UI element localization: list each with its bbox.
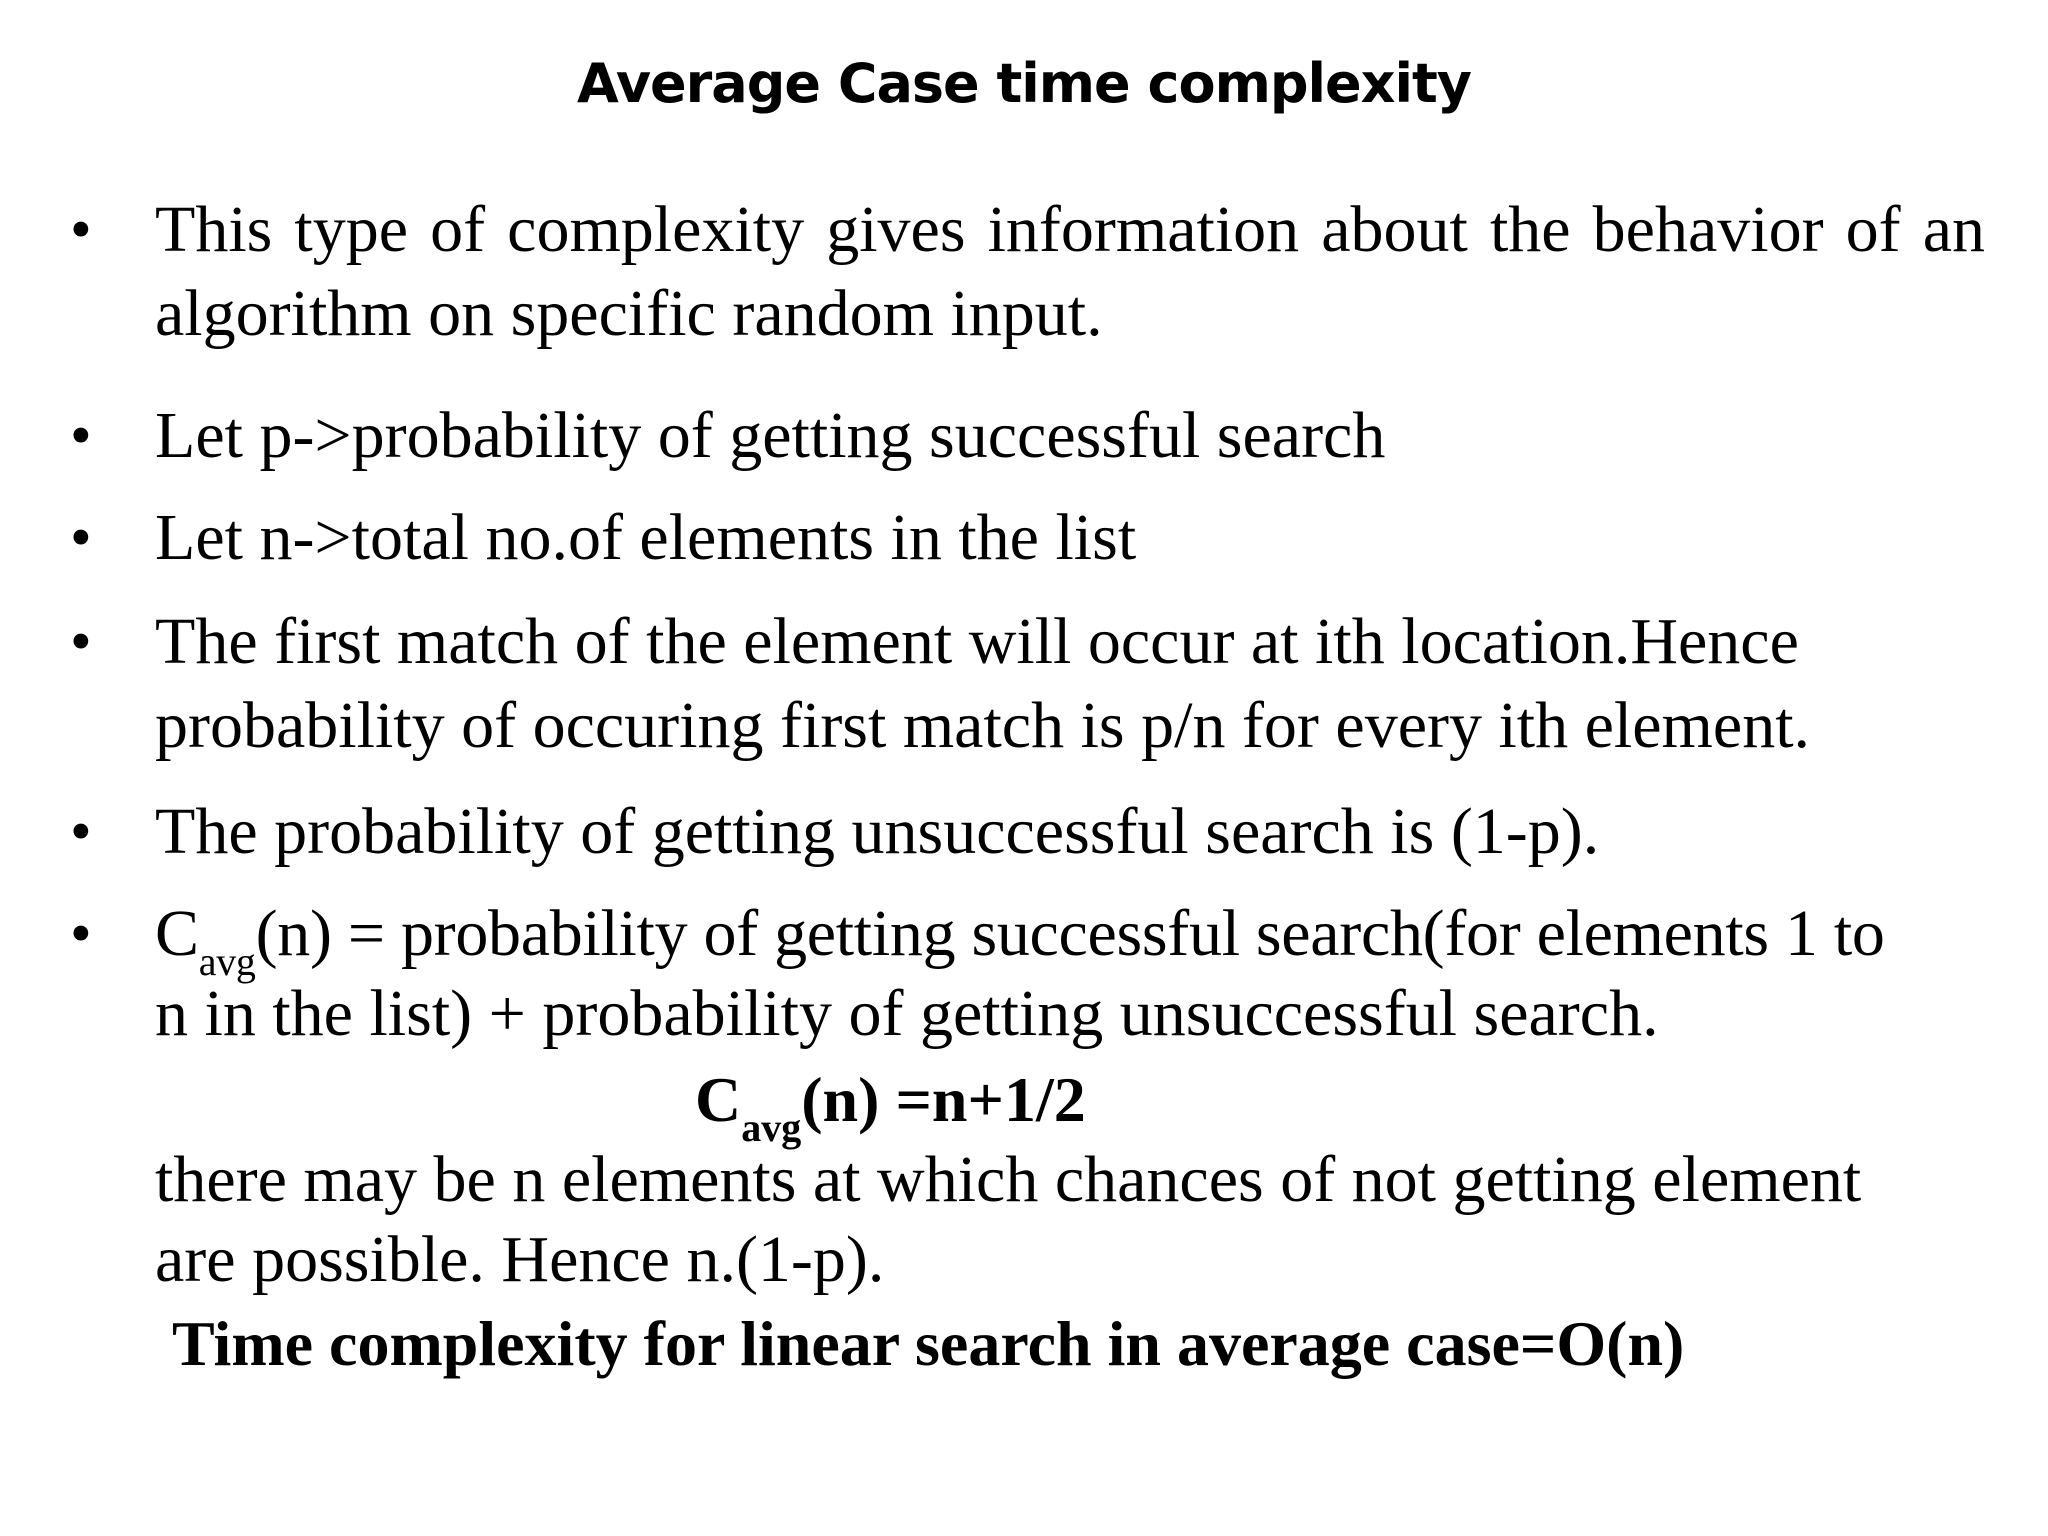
bullet-icon: • [70,504,92,572]
bullet-text-3: Let n->total no.of elements in the list [155,501,1137,574]
slide-title: Average Case time complexity [576,52,1471,115]
bullet-icon: • [70,402,92,470]
explanation-line1: there may be n elements at which chances of not getting element [155,1143,1862,1216]
bullet-icon: • [70,608,92,676]
cavg-prefix: C [155,897,199,970]
cavg-subscript: avg [198,939,256,984]
bullet-text-4-line1: The first match of the element will occur at ith location.Hence [155,605,1799,678]
formula-subscript: avg [741,1105,802,1150]
bullet-icon: • [70,900,92,968]
formula-rest: (n) =n+1/2 [801,1064,1086,1135]
bullet-icon: • [70,196,92,264]
bullet-text-5: The probability of getting unsuccessful search is (1-p). [155,795,1600,868]
bullet-text-1: This type of complexity gives information about the behavior of an algorithm on specific random input. [155,193,1985,350]
conclusion: Time complexity for linear search in average case=O(n) [172,1308,1685,1379]
formula-prefix: C [695,1064,742,1135]
bullet-text-6-line2: n in the list) + probability of getting unsuccessful search. [155,977,1659,1050]
bullet-text-6-rest: (n) = probability of getting successful search(for elements 1 to [255,897,1885,970]
bullet-text-6-line1 [155,892,1885,984]
explanation-line2: are possible. Hence n.(1-p). [155,1223,885,1296]
bullet-text-4-line2: probability of occuring first match is p/n for every ith element. [155,689,1811,762]
bullet-icon: • [70,798,92,866]
formula [695,1058,1086,1150]
bullet-text-2: Let p->probability of getting successful search [155,399,1386,472]
